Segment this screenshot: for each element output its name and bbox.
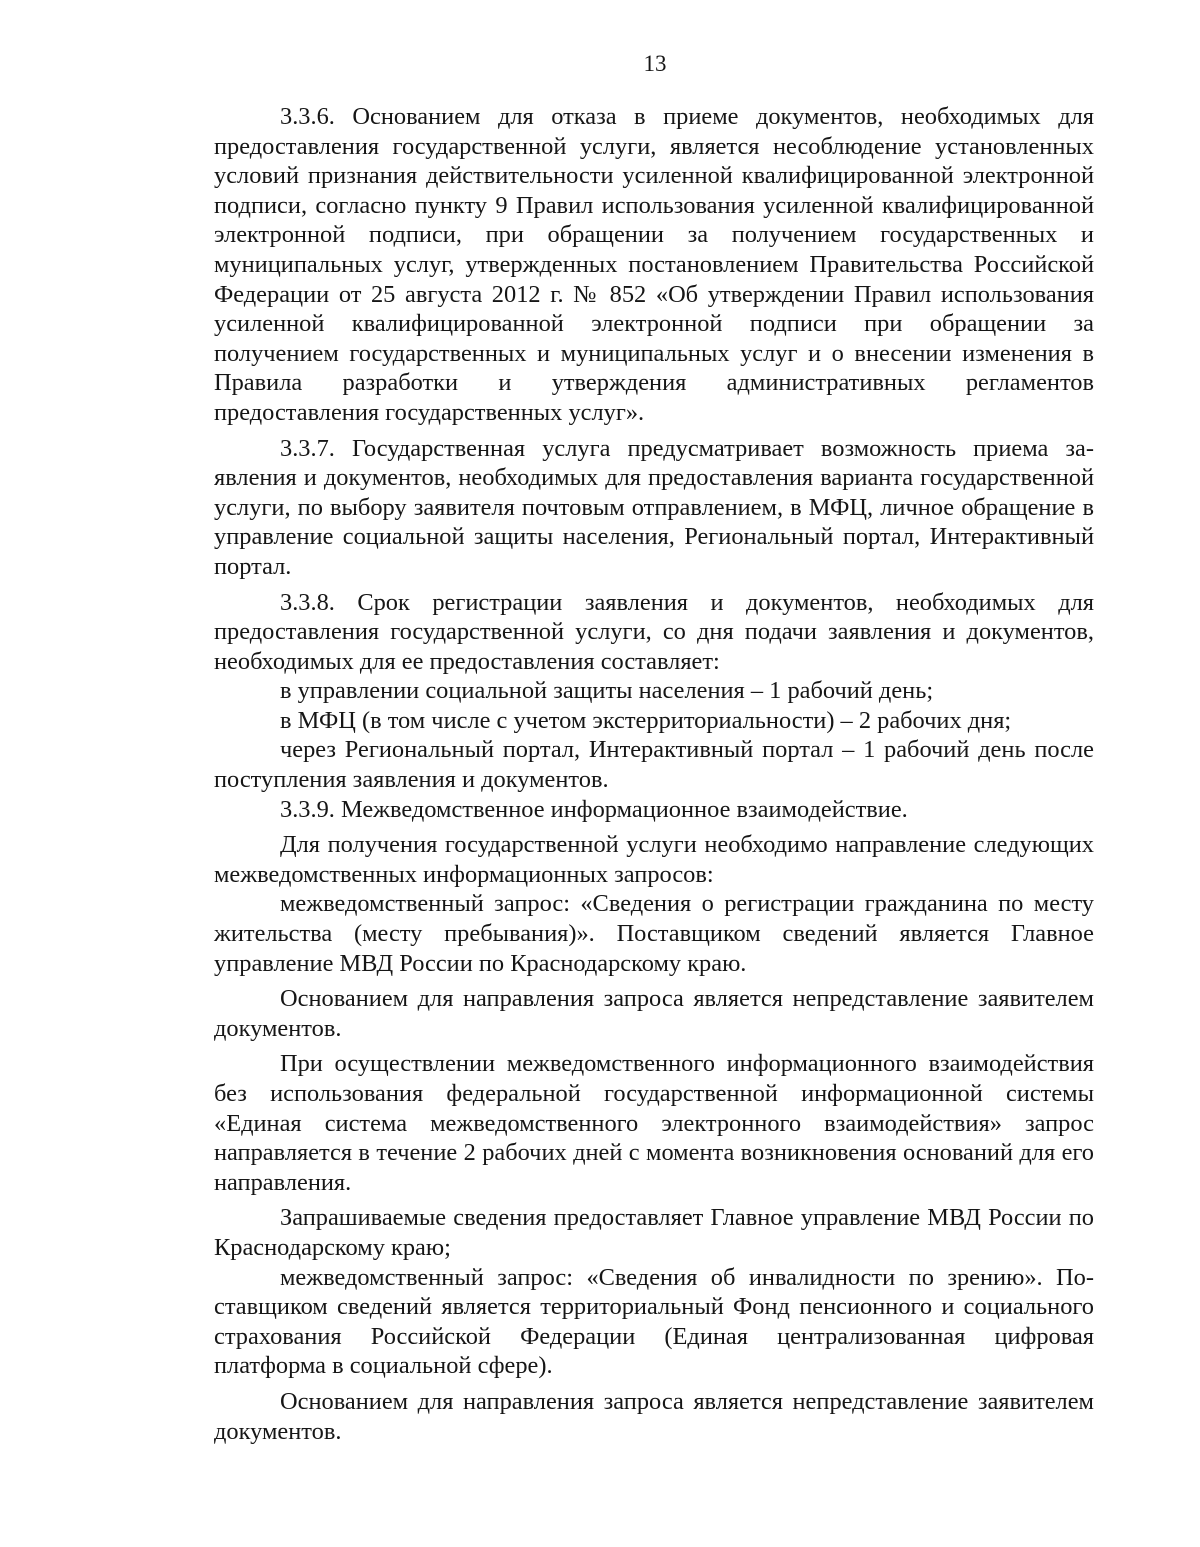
list-item-usz: в управлении социальной защиты населения – 1 рабочий день; [280, 677, 934, 705]
paragraph-3-3-7: 3.3.7. Государственная услуга предусматривает возможность приема заявления и документов, необходимых для предоставления варианта государственной услуги, по выбору заявителя почтовым отправлением, в МФЦ, личное обращение в управление социальной защиты населения, Региональный портал, Интерактивный портал. [214, 434, 1094, 580]
paragraph-provider-mvd: Запрашиваемые сведения предоставляет Главное управление МВД России по Краснодарскому краю; [214, 1204, 1094, 1261]
paragraph-requests-intro: Для получения государственной услуги необходимо направление следующих межведомственных информационных запросов: [214, 831, 1094, 888]
paragraph-request-basis-2: Основанием для направления запроса является непредставление заявителем документов. [214, 1387, 1094, 1445]
paragraph-interaction-term: При осуществлении межведомственного информационного взаимодействия без использования федеральной государственной информационной системы «Единая система межведомственного электронного взаимодействия» запрос направляется в течение 2 рабочих дней с момента возникновения оснований для его направления. [214, 1050, 1094, 1196]
list-item-mfc: в МФЦ (в том числе с учетом экстерриториальности) – 2 рабочих дня; [280, 706, 1012, 734]
paragraph-3-3-6: 3.3.6. Основанием для отказа в приеме документов, необходимых для предоставления государственной услуги, является несоблюдение установленных условий признания действительности усиленной квалифицированной электронной подписи, согласно пункту 9 Правил использования усиленной квалифицированной электронной подписи, при обращении за получением государственных и муниципальных услуг, утвержденных постановлением Правительства Российской Федерации от 25 августа 2012 г. № 852 «Об утверждении Правил использования усиленной квалифицированной электронной подписи при обращении за получением государственных и муниципальных услуг и о внесении изменения в Правила разработки и утверждения административных регламентов предоставления государственных услуг». [214, 103, 1094, 426]
document-body [214, 102, 1094, 1446]
page-number: 13 [643, 51, 667, 76]
paragraph-request-registration: межведомственный запрос: «Сведения о регистрации гражданина по месту жительства (месту пребывания)». Поставщиком сведений является Главное управление МВД России по Краснодарскому краю. [214, 890, 1094, 977]
paragraph-request-disability: межведомственный запрос: «Сведения об инвалидности по зрению». Поставщиком сведений является территориальный Фонд пенсионного и социального страхования Российской Федерации (Единая централизованная цифровая платформа в социальной сфере). [214, 1263, 1094, 1380]
paragraph-3-3-9: 3.3.9. Межведомственное информационное взаимодействие. [280, 795, 908, 823]
paragraph-request-basis-1: Основанием для направления запроса является непредставление заявителем документов. [214, 985, 1094, 1042]
list-item-portal: через Региональный портал, Интерактивный портал – 1 рабочий день после поступления заявления и документов. [214, 736, 1094, 794]
paragraph-3-3-8: 3.3.8. Срок регистрации заявления и документов, необходимых для предоставления государственной услуги, со дня подачи заявления и документов, необходимых для ее предоставления составляет: [214, 588, 1094, 675]
